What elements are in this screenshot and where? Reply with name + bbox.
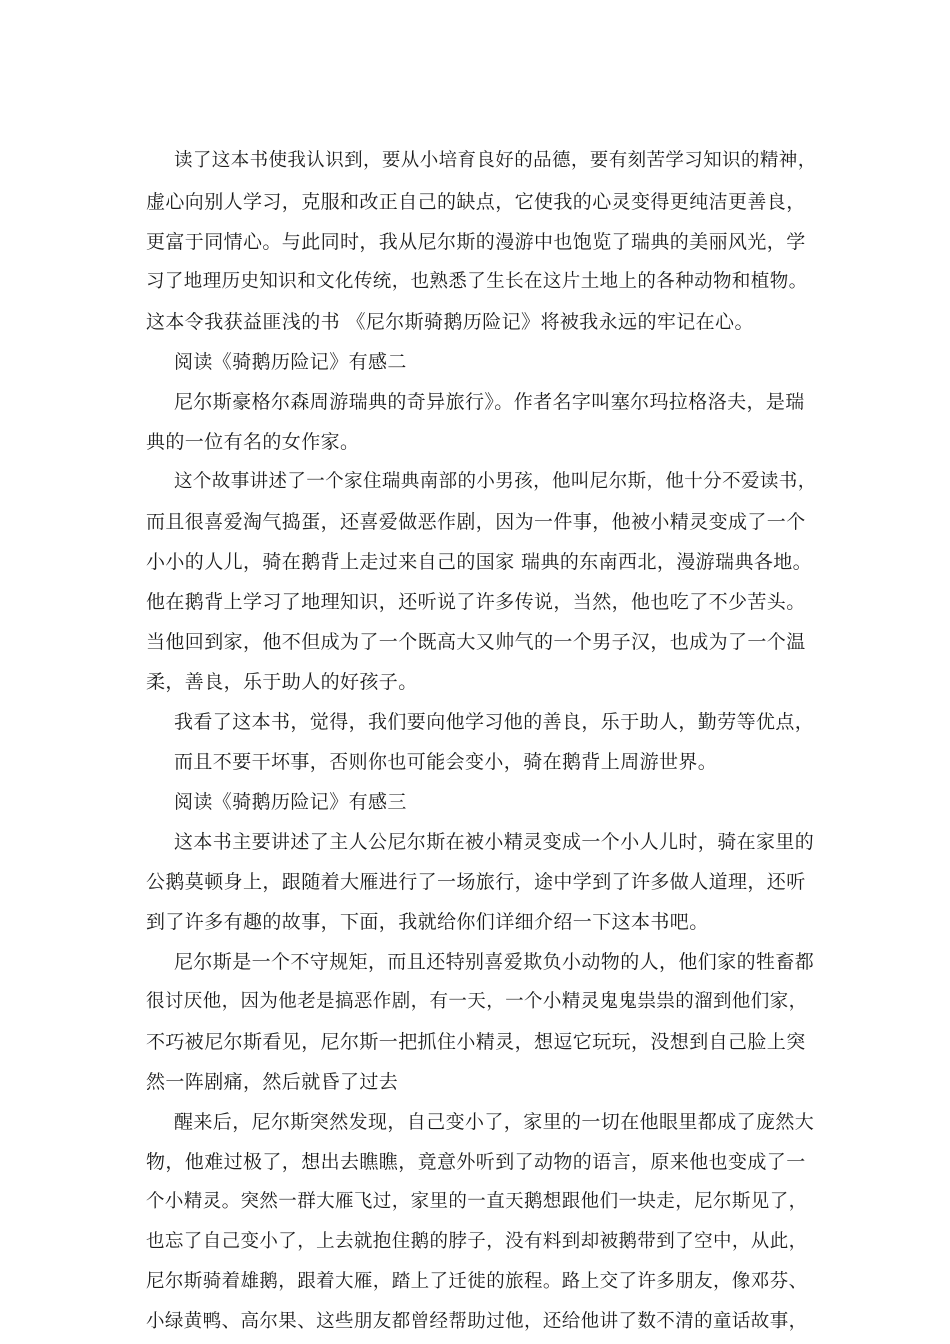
text-line: 我看了这本书，觉得，我们要向他学习他的善良，乐于助人，勤劳等优点，	[174, 711, 815, 733]
text-line: 虚心向别人学习，克服和改正自己的缺点，它使我的心灵变得更纯洁更善良，	[146, 191, 806, 213]
text-line: 尼尔斯是一个不守规矩，而且还特别喜爱欺负小动物的人，他们家的牲畜都	[174, 951, 815, 973]
text-line: 尼尔斯豪格尔森周游瑞典的奇异旅行》。作者名字叫塞尔玛拉格洛夫，是瑞	[174, 391, 805, 413]
text-line: 也忘了自己变小了，上去就抱住鹅的脖子，没有料到却被鹅带到了空中，从此，	[146, 1231, 808, 1252]
text-line: 物，他难过极了，想出去瞧瞧，竟意外听到了动物的语言，原来他也变成了一	[146, 1151, 806, 1173]
text-line: 而且很喜爱淘气捣蛋，还喜爱做恶作剧，因为一件事，他被小精灵变成了一个	[146, 511, 806, 533]
text-line: 这本书主要讲述了主人公尼尔斯在被小精灵变成一个小人儿时，骑在家里的	[174, 831, 815, 853]
text-line: 个小精灵。突然一群大雁飞过，家里的一直天鹅想跟他们一块走，尼尔斯见了，	[146, 1191, 808, 1212]
text-line: 到了许多有趣的故事，下面，我就给你们详细介绍一下这本书吧。	[146, 911, 709, 933]
text-line: 读了这本书使我认识到，要从小培育良好的品德，要有刻苦学习知识的精神，	[174, 150, 817, 171]
text-line: 小绿黄鸭、高尔果、这些朋友都曾经帮助过他，还给他讲了数不清的童话故事，	[146, 1311, 808, 1332]
text-line: 更富于同情心。与此同时，我从尼尔斯的漫游中也饱览了瑞典的美丽风光，学	[146, 231, 806, 253]
text-line: 醒来后，尼尔斯突然发现，自己变小了，家里的一切在他眼里都成了庞然大	[174, 1111, 815, 1133]
text-line: 习了地理历史知识和文化传统，也熟悉了生长在这片土地上的各种动物和植物。	[146, 271, 808, 292]
text-line: 很讨厌他，因为他老是搞恶作剧，有一天，一个小精灵鬼鬼祟祟的溜到他们家，	[146, 991, 808, 1012]
text-line: 公鹅莫顿身上，跟随着大雁进行了一场旅行，途中学到了许多做人道理，还听	[146, 871, 806, 893]
text-line: 小小的人儿，骑在鹅背上走过来自己的国家 瑞典的东南西北，漫游瑞典各地。	[146, 551, 813, 573]
text-line: 他在鹅背上学习了地理知识，还听说了许多传说，当然，他也吃了不少苦头。	[146, 591, 806, 613]
text-line: 不巧被尼尔斯看见，尼尔斯一把抓住小精灵，想逗它玩玩，没想到自己脸上突	[146, 1031, 806, 1053]
section-heading: 阅读《骑鹅历险记》有感二	[174, 351, 407, 373]
text-line: 典的一位有名的女作家。	[146, 431, 360, 453]
text-line: 然一阵剧痛，然后就昏了过去	[146, 1071, 399, 1093]
text-line: 这本令我获益匪浅的书 《尼尔斯骑鹅历险记》将被我永远的牢记在心。	[146, 311, 754, 333]
text-line: 柔，善良，乐于助人的好孩子。	[146, 671, 418, 693]
text-line: 尼尔斯骑着雄鹅，跟着大雁，踏上了迁徙的旅程。路上交了许多朋友，像邓芬、	[146, 1271, 808, 1292]
section-heading: 阅读《骑鹅历险记》有感三	[174, 791, 407, 813]
text-line: 当他回到家，他不但成为了一个既高大又帅气的一个男子汉，也成为了一个温	[146, 631, 806, 653]
text-line: 而且不要干坏事，否则你也可能会变小，骑在鹅背上周游世界。	[174, 751, 718, 773]
text-line: 这个故事讲述了一个家住瑞典南部的小男孩，他叫尼尔斯，他十分不爱读书，	[174, 471, 817, 492]
